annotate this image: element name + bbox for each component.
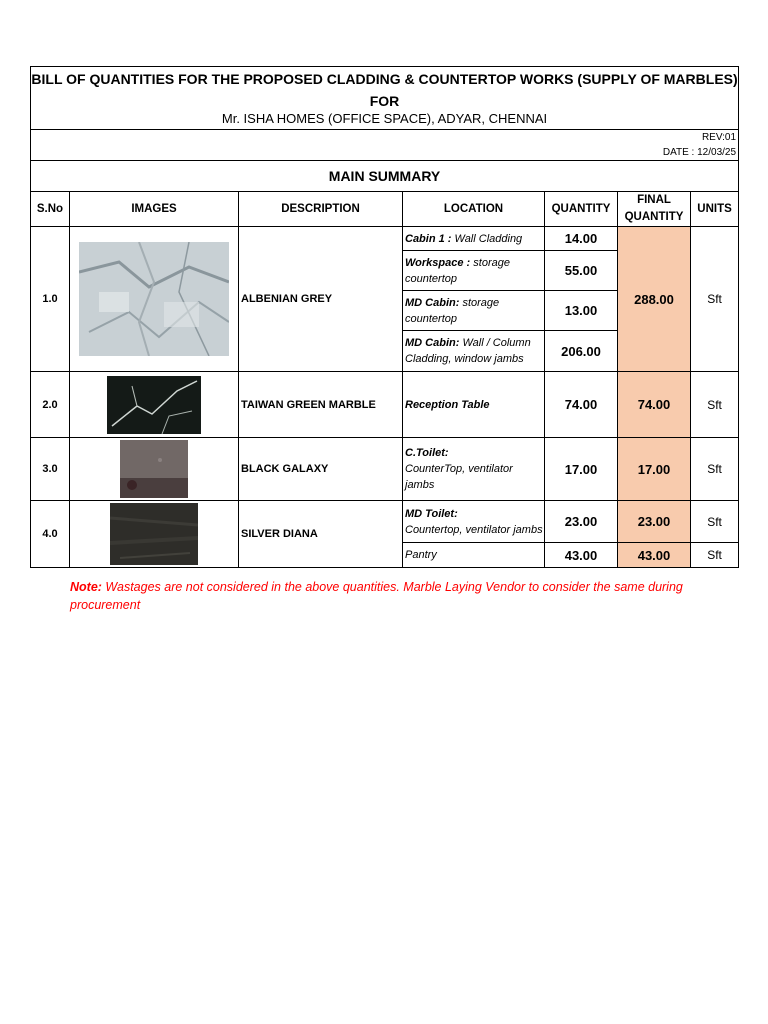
location-area: C.Toilet: — [405, 447, 449, 459]
item-final-quantity: 74.00 — [618, 372, 691, 438]
item-sno: 4.0 — [31, 501, 70, 568]
item-final-quantity: 23.00 — [618, 501, 691, 543]
location-detail: Wall Cladding — [451, 232, 523, 245]
revision-number: REV:01 — [701, 132, 737, 143]
item-image-cell — [70, 227, 239, 372]
document-title-for: FOR — [369, 93, 400, 109]
location-detail: storage countertop — [405, 296, 500, 325]
item-quantity: 206.00 — [545, 331, 618, 372]
item-unit: Sft — [691, 543, 739, 568]
item-quantity: 23.00 — [545, 501, 618, 543]
item-unit: Sft — [691, 227, 739, 372]
location-area: Cabin 1 : — [405, 232, 452, 245]
location-detail: Countertop, ventilator jambs — [405, 523, 543, 536]
item-image-cell — [70, 501, 239, 568]
table-row — [31, 501, 739, 543]
revision-row — [31, 130, 739, 161]
summary-row — [31, 161, 739, 192]
taiwan-green-marble-image — [107, 376, 201, 434]
client-name: Mr. ISHA HOMES (OFFICE SPACE), ADYAR, CHENNAI — [221, 111, 548, 126]
item-quantity: 55.00 — [545, 251, 618, 291]
item-image-cell — [70, 372, 239, 438]
document-title: BILL OF QUANTITIES FOR THE PROPOSED CLADDING & COUNTERTOP WORKS (SUPPLY OF MARBLES) — [31, 71, 738, 87]
item-description: BLACK GALAXY — [239, 438, 403, 501]
column-header-units: UNITS — [691, 192, 739, 227]
item-location — [403, 372, 545, 438]
boq-sheet — [30, 66, 738, 568]
item-quantity: 14.00 — [545, 227, 618, 251]
item-location — [403, 331, 545, 372]
silver-diana-image — [110, 503, 198, 565]
item-unit: Sft — [691, 438, 739, 501]
location-area: MD Toilet: — [405, 507, 458, 520]
item-unit: Sft — [691, 372, 739, 438]
final-quantity-label-2: QUANTITY — [624, 211, 684, 223]
item-description: SILVER DIANA — [239, 501, 403, 568]
item-location — [403, 227, 545, 251]
boq-table — [30, 66, 739, 568]
location-detail: CounterTop, ventilator jambs — [405, 463, 513, 491]
location-detail: Wall / Column Cladding, window jambs — [405, 337, 531, 365]
item-image-cell — [70, 438, 239, 501]
item-location — [403, 291, 545, 331]
location-area: MD Cabin: — [405, 337, 460, 349]
note-text: Wastages are not considered in the above quantities. Marble Laying Vendor to consider the same during procurement — [70, 580, 683, 612]
black-galaxy-image — [120, 440, 188, 498]
note-label: Note: — [70, 580, 102, 594]
item-quantity: 43.00 — [545, 543, 618, 568]
table-row — [31, 227, 739, 251]
column-header-description: DESCRIPTION — [239, 192, 403, 227]
table-row — [31, 372, 739, 438]
item-description: ALBENIAN GREY — [239, 227, 403, 372]
column-header-final-quantity — [618, 192, 691, 227]
item-description: TAIWAN GREEN MARBLE — [239, 372, 403, 438]
item-location — [403, 251, 545, 291]
location-detail: storage countertop — [405, 256, 510, 285]
column-header-quantity: QUANTITY — [545, 192, 618, 227]
item-final-quantity: 17.00 — [618, 438, 691, 501]
column-header-location: LOCATION — [403, 192, 545, 227]
column-header-row — [31, 192, 739, 227]
document-date: DATE : 12/03/25 — [662, 147, 737, 158]
title-row — [31, 67, 739, 130]
column-header-images: IMAGES — [70, 192, 239, 227]
summary-title: MAIN SUMMARY — [31, 161, 739, 192]
item-location: Pantry — [403, 543, 545, 568]
table-row — [31, 438, 739, 501]
item-location — [403, 438, 545, 501]
item-unit: Sft — [691, 501, 739, 543]
albenian-grey-marble-image — [79, 242, 229, 356]
location-area: MD Cabin: — [405, 296, 460, 309]
item-quantity: 13.00 — [545, 291, 618, 331]
item-sno: 2.0 — [31, 372, 70, 438]
item-sno: 1.0 — [31, 227, 70, 372]
item-sno: 3.0 — [31, 438, 70, 501]
item-location — [403, 501, 545, 543]
location-area: Reception Table — [405, 398, 490, 411]
item-final-quantity: 288.00 — [618, 227, 691, 372]
location-area: Workspace : — [405, 256, 471, 269]
item-quantity: 74.00 — [545, 372, 618, 438]
item-final-quantity: 43.00 — [618, 543, 691, 568]
column-header-sno: S.No — [31, 192, 70, 227]
wastage-note — [70, 578, 730, 614]
item-quantity: 17.00 — [545, 438, 618, 501]
final-quantity-label-1: FINAL — [637, 194, 671, 206]
